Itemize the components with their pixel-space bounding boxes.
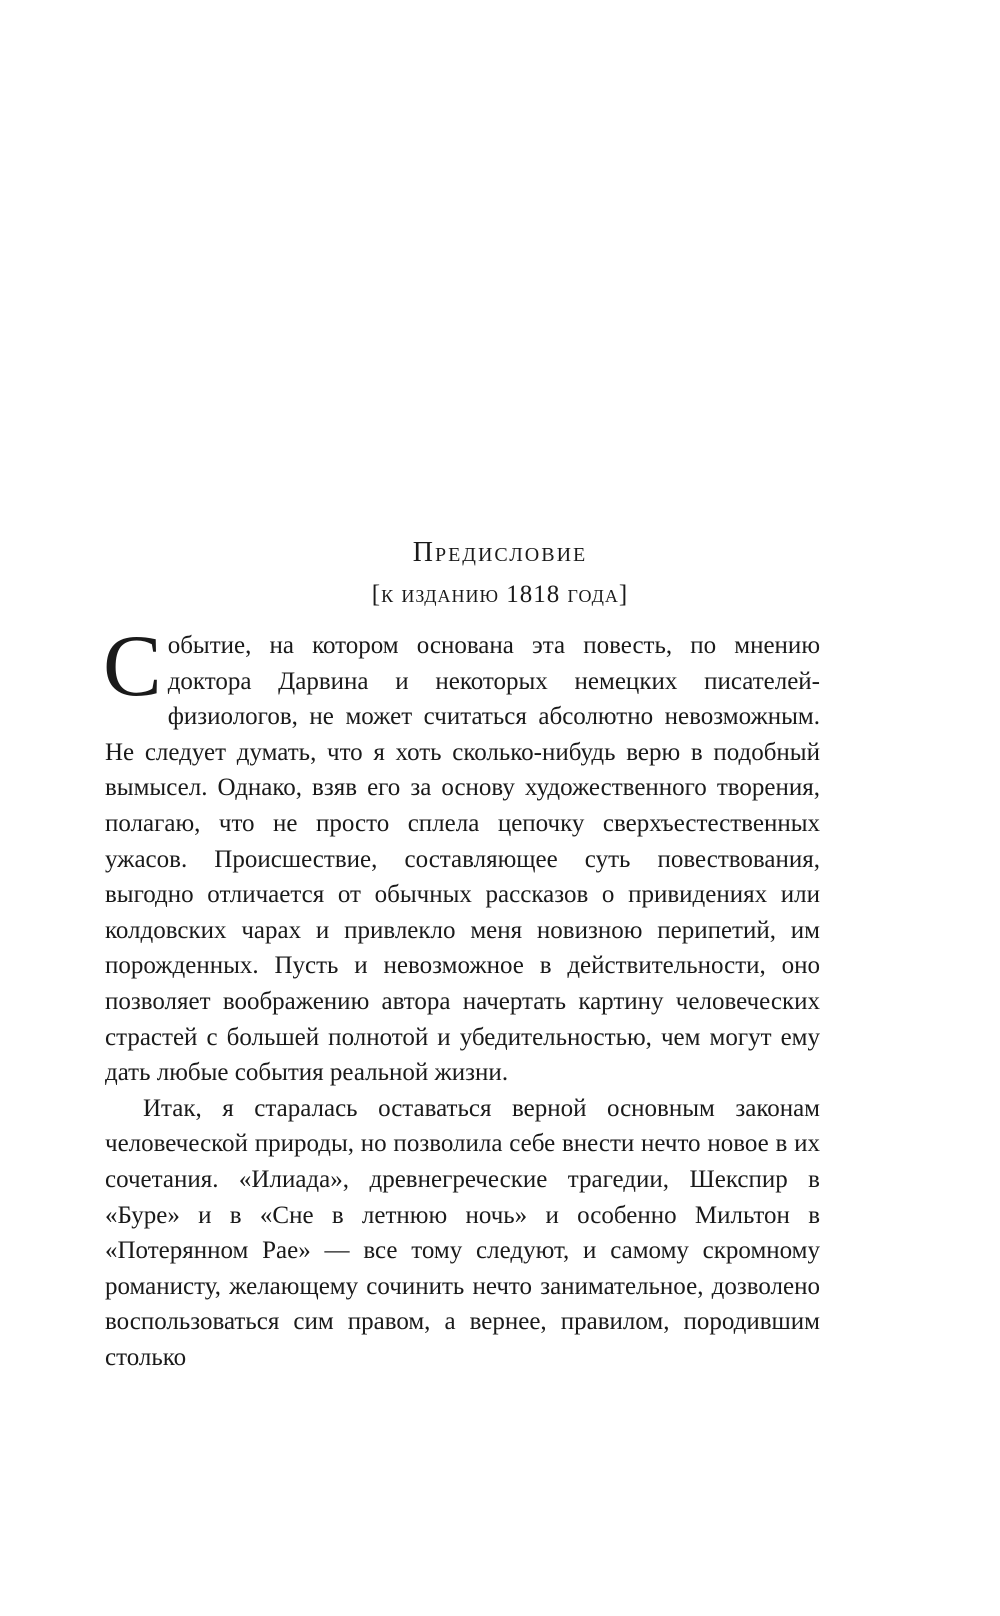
body-text	[103, 618, 820, 1375]
paragraph-2	[105, 1091, 820, 1376]
paragraph-2-text: Итак, я старалась оставаться верной основным законам человеческой природы, но позволила себе внести нечто новое в их сочетания. «Илиада», древнегреческие трагедии, Шекспир в «Буре» и в «Сне в летнюю ночь» и особенно Мильтон в «Потерянном Рае» — все тому следуют, и самому скромному романисту, желающему сочинить нечто занимательное, дозволено воспользоваться сим правом, а вернее, правилом, породившим столько	[105, 1094, 820, 1371]
paragraph-1-text: обытие, на котором основана эта повесть, по мнению доктора Дарвина и некоторых немецких писателей-физиологов, не может считаться абсолютно невозможным. Не следует думать, что я хоть сколько-нибудь верю в подобный вымысел. Однако, взяв его за основу художественного творения, полагаю, что не просто сплела цепочку сверхъестественных ужасов. Происшествие, составляющее суть повествования, выгодно отличается от обычных рассказов о привидениях или колдовских чарах и привлекло меня новизною перипетий, им порожденных. Пусть и невозможное в действительности, оно позволяет воображению автора начертать картину человеческих страстей с большей полнотой и убедительностью, чем могут ему дать любые события реальной жизни.	[105, 632, 820, 1087]
drop-cap: С	[103, 618, 162, 715]
paragraph-1	[103, 618, 820, 1091]
chapter-subtitle: [к изданию 1818 года]	[371, 581, 629, 608]
chapter-title: Предисловие	[412, 537, 588, 568]
